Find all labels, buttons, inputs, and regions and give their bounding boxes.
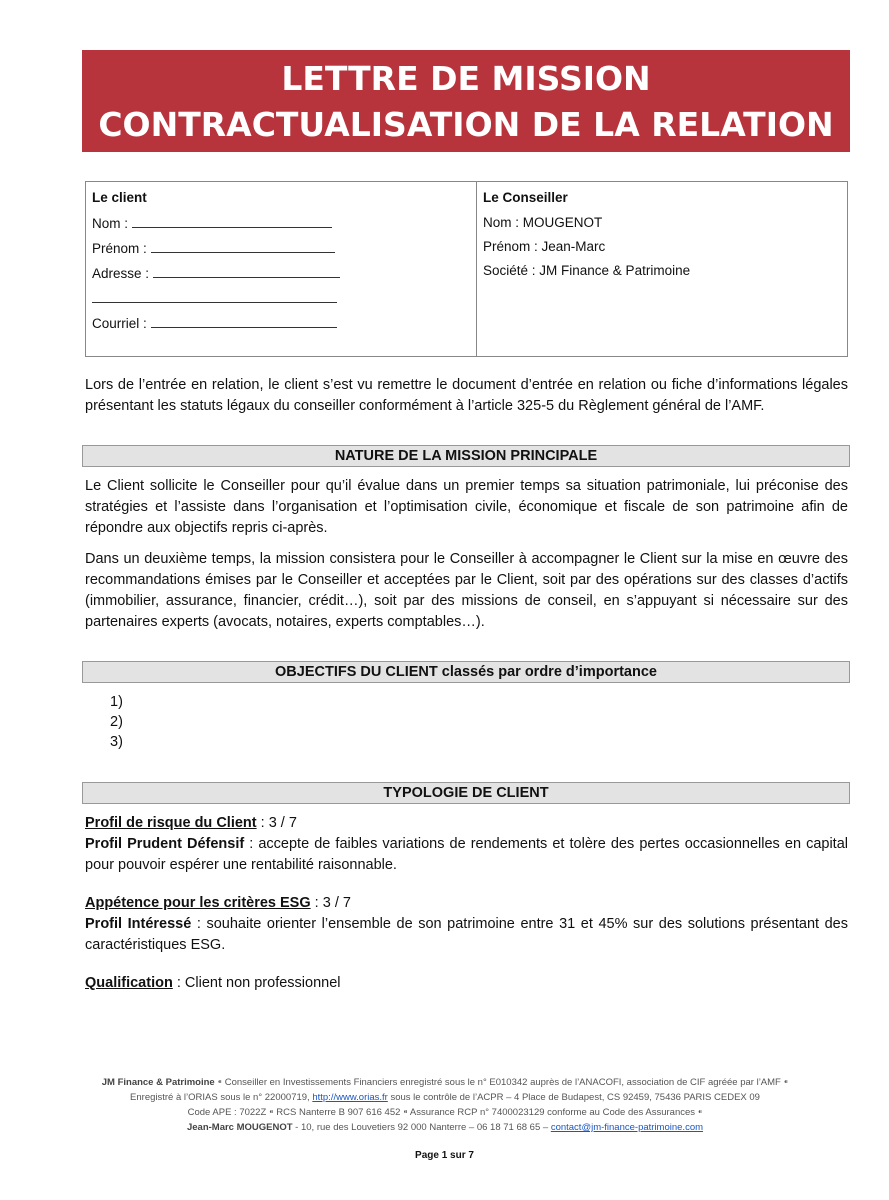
title-banner	[82, 50, 850, 152]
footer-company: JM Finance & Patrimoine	[101, 1077, 215, 1088]
profil-risque-value: : 3 / 7	[256, 815, 297, 831]
profil-prudent-label: Profil Prudent Défensif	[85, 836, 245, 852]
email-link[interactable]: contact@jm-finance-patrimoine.com	[550, 1122, 704, 1133]
esg-block	[85, 893, 848, 956]
client-nom-field[interactable]	[132, 215, 332, 228]
conseiller-nom: Nom : MOUGENOT	[483, 215, 603, 230]
qualification-label: Qualification	[85, 975, 173, 991]
profil-risque-label: Profil de risque du Client	[85, 815, 257, 831]
footer-line-1-text: ⁌ Conseiller en Investissements Financiers enregistré sous le n° E010342 auprès de l’ANACOFI, association de CIF agréée par l’AMF ⁌	[214, 1077, 789, 1088]
client-nom-label: Nom :	[92, 216, 129, 231]
client-adresse-field[interactable]	[153, 265, 340, 278]
profil-risque-block	[85, 813, 848, 876]
page-number: Page 1 sur 7	[415, 1150, 474, 1161]
section-mission: NATURE DE LA MISSION PRINCIPALE	[82, 445, 850, 467]
footer-line-4-text: - 10, rue des Louvetiers 92 000 Nanterre – 06 18 71 68 65 –	[292, 1122, 551, 1133]
client-column	[86, 182, 477, 356]
client-prenom-line	[92, 240, 470, 256]
client-prenom-field[interactable]	[151, 240, 335, 253]
esg-label: Appétence pour les critères ESG	[85, 895, 311, 911]
profil-interesse-label: Profil Intéressé	[85, 916, 192, 932]
client-adresse-field-2[interactable]	[92, 290, 337, 303]
conseiller-prenom: Prénom : Jean-Marc	[483, 239, 606, 254]
section-objectifs: OBJECTIFS DU CLIENT classés par ordre d’importance	[82, 661, 850, 683]
orias-link[interactable]: http://www.orias.fr	[312, 1092, 388, 1103]
profil-interesse-text: : souhaite orienter l’ensemble de son patrimoine entre 31 et 45% sur des solutions présentant des caractéristiques ESG.	[85, 916, 848, 953]
footer-line-2	[60, 1090, 830, 1105]
conseiller-heading: Le Conseiller	[483, 190, 568, 205]
title-line-2: CONTRACTUALISATION DE LA RELATION	[98, 105, 834, 144]
page-footer	[60, 1075, 830, 1135]
footer-line-3: Code APE : 7022Z ⁌ RCS Nanterre B 907 616 452 ⁌ Assurance RCP n° 7400023129 conforme au Code des Assurances ⁌	[187, 1107, 703, 1118]
mission-paragraph-2: Dans un deuxième temps, la mission consistera pour le Conseiller à accompagner le Client sur la mise en œuvre des recommandations émises par le Conseiller et acceptées par le Client, soit par des opérations sur des classes d’actifs (immobilier, assurance, financier, crédit…), soit par des missions de conseil, en s’appuyant si nécessaire sur des partenaires experts (avocats, notaires, experts comptables…).	[85, 551, 848, 630]
client-heading: Le client	[92, 190, 147, 205]
client-adresse-label: Adresse :	[92, 266, 150, 281]
section-typologie: TYPOLOGIE DE CLIENT	[82, 782, 850, 804]
footer-line-4	[60, 1120, 830, 1135]
qualification-block	[85, 973, 848, 994]
list-item: 1)	[110, 694, 123, 710]
profil-prudent-text: : accepte de faibles variations de rendements et tolère des pertes occasionnelles en capital pour pouvoir espérer une rentabilité raisonnable.	[85, 836, 848, 873]
client-courriel-field[interactable]	[151, 315, 337, 328]
parties-table	[85, 181, 848, 357]
client-courriel-line	[92, 315, 470, 331]
mission-paragraph-1: Le Client sollicite le Conseiller pour qu’il évalue dans un premier temps sa situation patrimoniale, lui préconise des stratégies et l’assiste dans l’organisation et l’optimisation civile, économique et fiscale de son patrimoine afin de répondre aux objectifs repris ci-après.	[85, 478, 848, 536]
intro-paragraph: Lors de l’entrée en relation, le client s’est vu remettre le document d’entrée en relation ou fiche d’informations légales présentant les statuts légaux du conseiller conformément à l’article 325-5 du Règlement général de l’AMF.	[85, 377, 848, 414]
conseiller-column	[477, 182, 847, 356]
footer-line-2a: Enregistré à l’ORIAS sous le n° 22000719,	[130, 1092, 313, 1103]
client-adresse-line-2	[92, 290, 470, 306]
list-item: 3)	[110, 734, 123, 750]
footer-line-2b: sous le contrôle de l’ACPR – 4 Place de Budapest, CS 92459, 75436 PARIS CEDEX 09	[387, 1092, 760, 1103]
footer-advisor-name: Jean-Marc MOUGENOT	[186, 1122, 293, 1133]
title-line-1: LETTRE DE MISSION	[281, 59, 651, 98]
esg-value: : 3 / 7	[310, 895, 351, 911]
conseiller-societe: Société : JM Finance & Patrimoine	[483, 263, 691, 278]
footer-line-1	[60, 1075, 830, 1090]
client-courriel-label: Courriel :	[92, 316, 147, 331]
client-adresse-line	[92, 265, 470, 281]
client-prenom-label: Prénom :	[92, 241, 147, 256]
list-item: 2)	[110, 714, 123, 730]
objectifs-list	[110, 692, 123, 752]
qualification-value: : Client non professionnel	[172, 975, 341, 991]
client-nom-line	[92, 215, 470, 231]
